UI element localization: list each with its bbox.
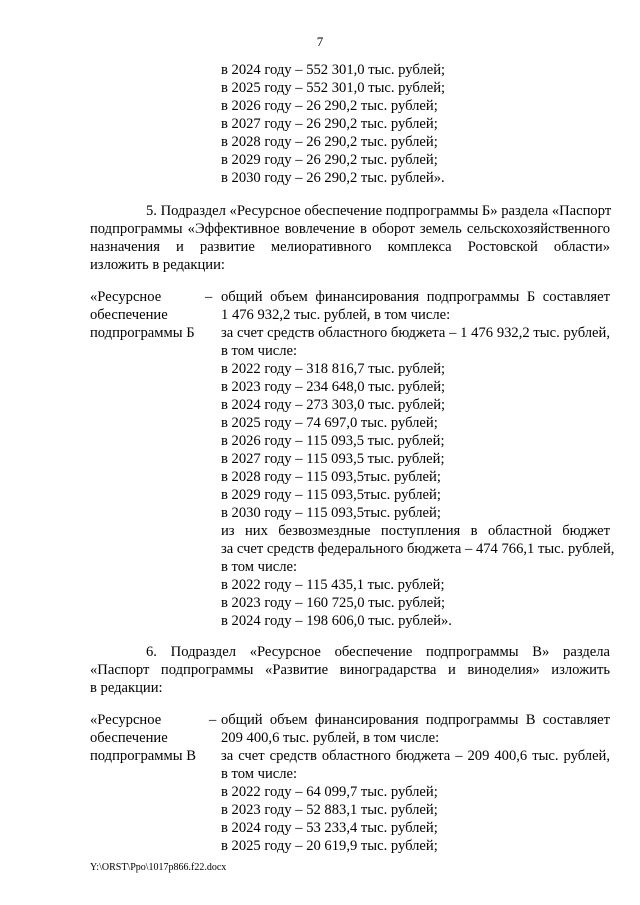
section5-content-16: в том числе: <box>221 559 298 575</box>
section5-content-3: за счет средств областного бюджета – 1 476 932,2 тыс. рублей, <box>221 325 610 341</box>
section5-content-8: в 2025 году – 74 697,0 тыс. рублей; <box>221 415 438 431</box>
section5-para-line-1: 5. Подраздел «Ресурсное обеспечение подпрограммы Б» раздела «Паспорт <box>146 203 612 219</box>
section6-label-1: «Ресурсное <box>90 712 162 728</box>
section6-content-4: в том числе: <box>221 766 298 782</box>
section5-content-14: из них безвозмездные поступления в областной бюджет <box>221 523 610 539</box>
section5-content-19: в 2024 году – 198 606,0 тыс. рублей». <box>221 613 452 629</box>
top-line-3: в 2026 году – 26 290,2 тыс. рублей; <box>221 98 438 114</box>
section6-para-line-3: в редакции: <box>90 680 163 696</box>
page-number: 7 <box>316 34 324 49</box>
top-line-7: в 2030 году – 26 290,2 тыс. рублей». <box>221 170 445 186</box>
section5-para-line-4: изложить в редакции: <box>90 257 225 273</box>
section5-label-3: подпрограммы Б <box>90 325 195 341</box>
section6-label-3: подпрограммы В <box>90 748 196 764</box>
top-line-2: в 2025 году – 552 301,0 тыс. рублей; <box>221 80 446 96</box>
section6-content-5: в 2022 году – 64 099,7 тыс. рублей; <box>221 784 438 800</box>
section5-para-line-3: назначения и развитие мелиоративного комплекса Ростовской области» <box>90 239 610 255</box>
top-line-1: в 2024 году – 552 301,0 тыс. рублей; <box>221 62 446 78</box>
section5-para-line-2: подпрограммы «Эффективное вовлечение в оборот земель сельскохозяйственного <box>90 221 610 237</box>
section6-dash: – <box>209 712 217 728</box>
section5-dash: – <box>205 289 213 305</box>
section5-label-1: «Ресурсное <box>90 289 162 305</box>
section5-content-4: в том числе: <box>221 343 298 359</box>
section5-content-17: в 2022 году – 115 435,1 тыс. рублей; <box>221 577 445 593</box>
section6-content-6: в 2023 году – 52 883,1 тыс. рублей; <box>221 802 438 818</box>
section6-content-1: общий объем финансирования подпрограммы В составляет <box>221 712 610 728</box>
section6-content-7: в 2024 году – 53 233,4 тыс. рублей; <box>221 820 438 836</box>
section6-content-8: в 2025 году – 20 619,9 тыс. рублей; <box>221 838 438 854</box>
top-line-6: в 2029 году – 26 290,2 тыс. рублей; <box>221 152 438 168</box>
section5-content-2: 1 476 932,2 тыс. рублей, в том числе: <box>221 307 451 323</box>
section5-content-9: в 2026 году – 115 093,5 тыс. рублей; <box>221 433 445 449</box>
top-line-4: в 2027 году – 26 290,2 тыс. рублей; <box>221 116 438 132</box>
section5-content-1: общий объем финансирования подпрограммы Б составляет <box>221 289 610 305</box>
section5-content-7: в 2024 году – 273 303,0 тыс. рублей; <box>221 397 446 413</box>
section5-content-18: в 2023 году – 160 725,0 тыс. рублей; <box>221 595 446 611</box>
section5-content-5: в 2022 году – 318 816,7 тыс. рублей; <box>221 361 446 377</box>
section5-content-12: в 2029 году – 115 093,5тыс. рублей; <box>221 487 441 503</box>
section5-content-15: за счет средств федерального бюджета – 474 766,1 тыс. рублей, <box>221 541 615 557</box>
section6-label-2: обеспечение <box>90 730 168 746</box>
top-line-5: в 2028 году – 26 290,2 тыс. рублей; <box>221 134 438 150</box>
section6-content-3: за счет средств областного бюджета – 209 400,6 тыс. рублей, <box>221 748 610 764</box>
section5-content-6: в 2023 году – 234 648,0 тыс. рублей; <box>221 379 446 395</box>
section5-content-13: в 2030 году – 115 093,5тыс. рублей; <box>221 505 441 521</box>
section5-label-2: обеспечение <box>90 307 168 323</box>
section6-para-line-2: «Паспорт подпрограммы «Развитие виноградарства и виноделия» изложить <box>90 662 610 678</box>
file-path-footer: Y:\ORST\Ppo\1017p866.f22.docx <box>90 862 227 873</box>
section6-para-line-1: 6. Подраздел «Ресурсное обеспечение подпрограммы В» раздела <box>146 644 610 660</box>
section5-content-11: в 2028 году – 115 093,5тыс. рублей; <box>221 469 441 485</box>
section5-content-10: в 2027 году – 115 093,5 тыс. рублей; <box>221 451 445 467</box>
section6-content-2: 209 400,6 тыс. рублей, в том числе: <box>221 730 440 746</box>
